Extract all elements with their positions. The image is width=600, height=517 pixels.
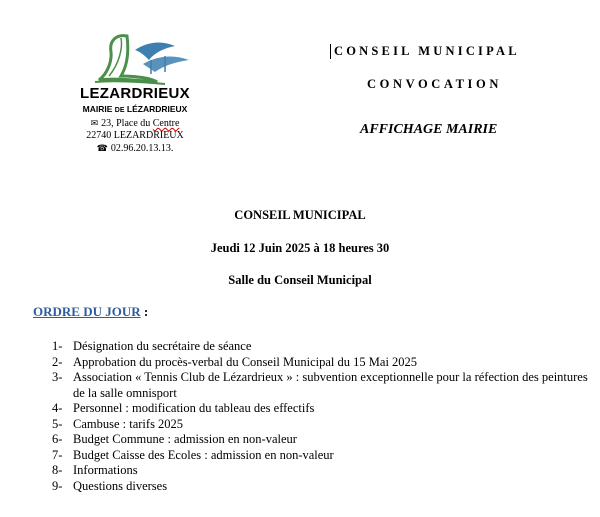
lezardrieux-logo-icon bbox=[65, 30, 205, 88]
address-city: 22740 LEZARDRIEUX bbox=[86, 130, 184, 141]
address-street: ✉ 23, Place du Centre bbox=[90, 118, 180, 129]
address-street-name: Centre bbox=[152, 118, 180, 129]
agenda-item: 2- Approbation du procès-verbal du Conseil Municipal du 15 Mai 2025 bbox=[52, 354, 418, 369]
agenda-item: 8- Informations bbox=[52, 463, 138, 477]
agenda-item: 4- Personnel : modification du tableau des effectifs bbox=[52, 401, 315, 415]
meeting-heading: CONSEIL MUNICIPAL bbox=[234, 208, 366, 222]
agenda-list bbox=[52, 339, 592, 494]
agenda-title: ORDRE DU JOUR : bbox=[33, 304, 149, 319]
agenda-item: 5- Cambuse : tarifs 2025 bbox=[52, 416, 184, 431]
mail-icon: ✉ bbox=[90, 118, 99, 128]
mairie-prefix: MAIRIE bbox=[82, 104, 113, 114]
mairie-name: LÉZARDRIEUX bbox=[126, 104, 188, 114]
agenda-item: 6- Budget Commune : admission en non-valeur bbox=[52, 432, 297, 446]
document-header bbox=[330, 44, 570, 138]
mairie-line bbox=[60, 103, 210, 117]
agenda-item: 7- Budget Caisse des Ecoles : admission en non-valeur bbox=[52, 447, 334, 462]
agenda-item: 9- Questions diverses bbox=[52, 478, 168, 493]
town-name: LEZARDRIEUX bbox=[80, 85, 190, 102]
telephone-icon: ☎ bbox=[96, 143, 108, 153]
meeting-date: Jeudi 12 Juin 2025 à 18 heures 30 bbox=[210, 241, 390, 255]
agenda-item: 3- Association « Tennis Club de Lézardrieux » : subvention exceptionnelle pour la réfection des peintures de la salle omnisport bbox=[52, 370, 588, 400]
header-subtitle: CONVOCATION bbox=[367, 77, 502, 91]
mairie-letterhead bbox=[60, 30, 210, 155]
phone-line: ☎ 02.96.20.13.13. bbox=[96, 143, 174, 154]
meeting-location: Salle du Conseil Municipal bbox=[228, 273, 372, 287]
header-title: CONSEIL MUNICIPAL bbox=[330, 44, 570, 59]
agenda-title-text: ORDRE DU JOUR bbox=[33, 304, 141, 319]
posting-label: AFFICHAGE MAIRIE bbox=[360, 122, 498, 137]
agenda-item: 1- Désignation du secrétaire de séance bbox=[52, 339, 252, 353]
mairie-de: DE bbox=[114, 107, 125, 114]
